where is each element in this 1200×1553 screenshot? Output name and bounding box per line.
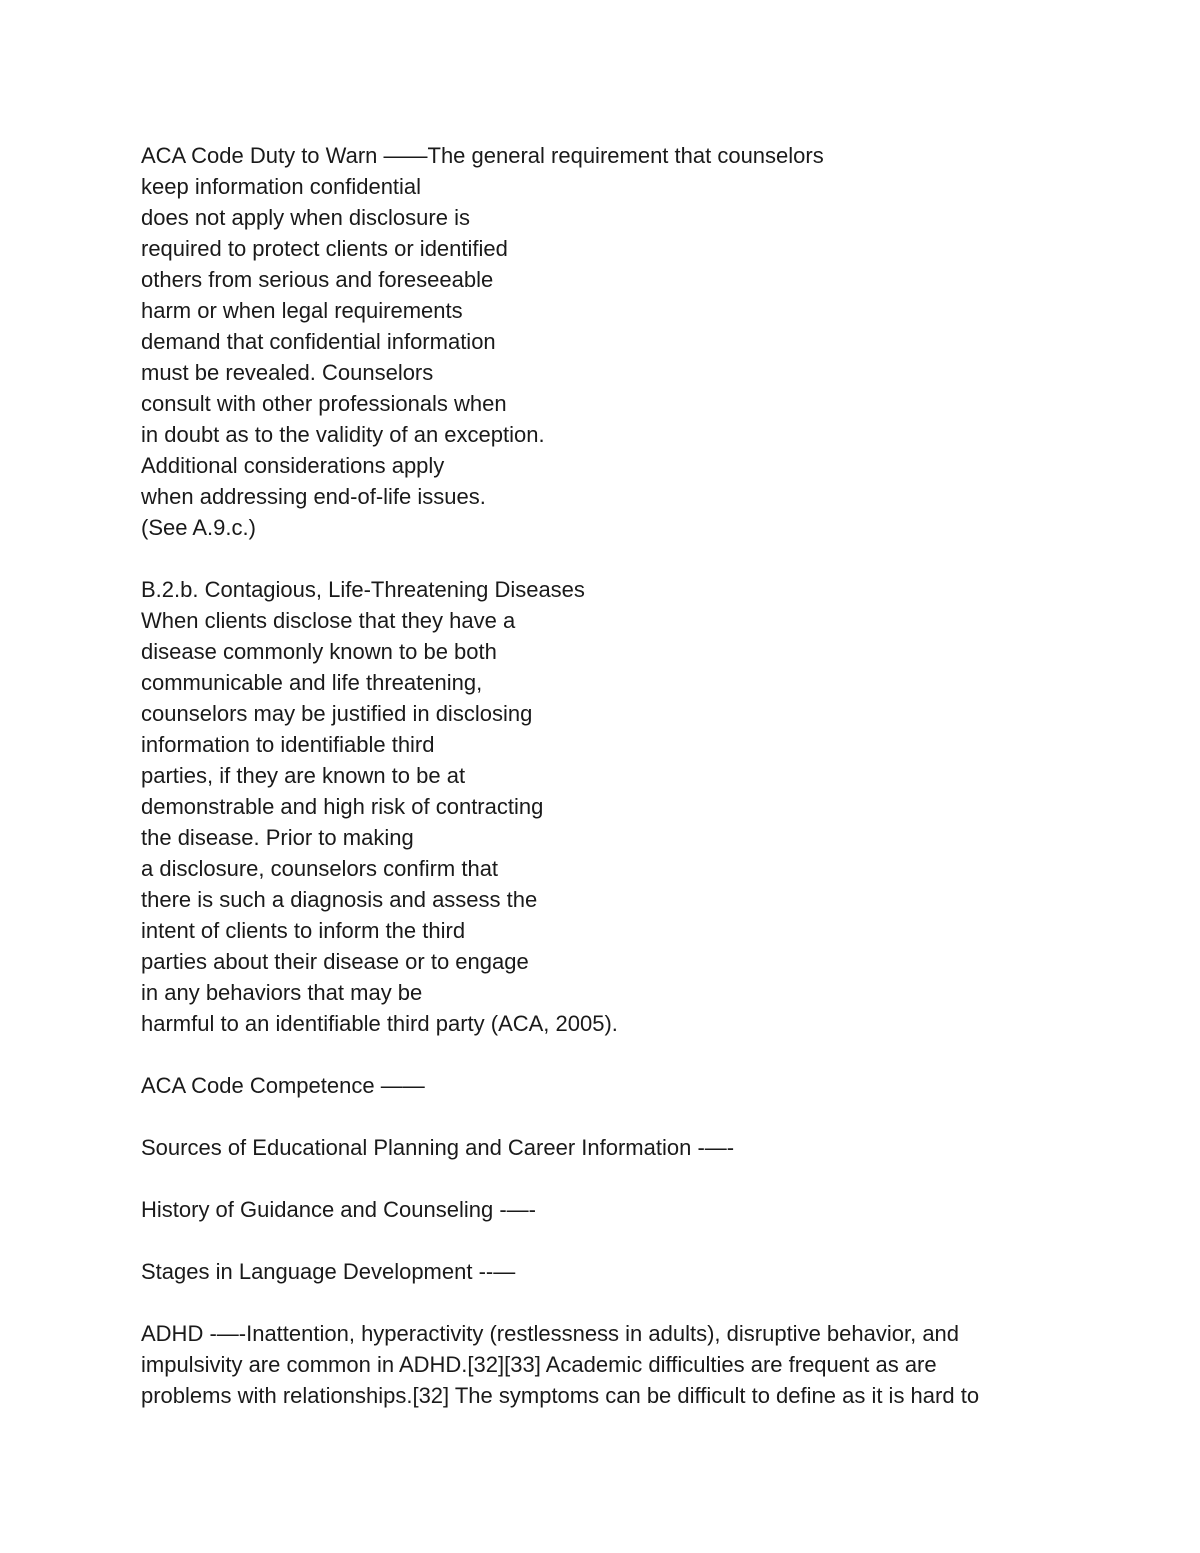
paragraph-spacer (141, 1287, 1141, 1318)
text-line: harmful to an identifiable third party (ACA, 2005). (141, 1011, 618, 1036)
contagious-diseases-paragraph (141, 574, 1141, 1039)
text-line: problems with relationships.[32] The symptoms can be difficult to define as it is hard to (141, 1383, 980, 1408)
text-line: demand that confidential information (141, 329, 496, 354)
text-line: in doubt as to the validity of an exception. (141, 422, 545, 447)
text-line: When clients disclose that they have a (141, 608, 516, 633)
text-line: ACA Code Duty to Warn ——The general requirement that counselors (141, 143, 824, 168)
paragraph-spacer (141, 1163, 1141, 1194)
text-line: Additional considerations apply (141, 453, 445, 478)
text-line: there is such a diagnosis and assess the (141, 887, 538, 912)
adhd-paragraph (141, 1318, 1141, 1411)
text-line: intent of clients to inform the third (141, 918, 466, 943)
text-line: required to protect clients or identified (141, 236, 508, 261)
paragraph-spacer (141, 1101, 1141, 1132)
text-line: keep information confidential (141, 174, 422, 199)
text-line: ADHD -—-Inattention, hyperactivity (restlessness in adults), disruptive behavior, and (141, 1321, 960, 1346)
text-line: information to identifiable third (141, 732, 435, 757)
language-heading: Stages in Language Development --— (141, 1259, 516, 1284)
text-line: counselors may be justified in disclosing (141, 701, 533, 726)
text-line: must be revealed. Counselors (141, 360, 434, 385)
text-line: harm or when legal requirements (141, 298, 463, 323)
duty-to-warn-paragraph (141, 140, 1141, 543)
sources-heading: Sources of Educational Planning and Career Information -—- (141, 1135, 735, 1160)
text-line: impulsivity are common in ADHD.[32][33] Academic difficulties are frequent as are (141, 1352, 937, 1377)
competence-heading: ACA Code Competence —— (141, 1073, 425, 1098)
paragraph-spacer (141, 1225, 1141, 1256)
history-heading: History of Guidance and Counseling -—- (141, 1197, 536, 1222)
text-line: a disclosure, counselors confirm that (141, 856, 499, 881)
text-line: when addressing end-of-life issues. (141, 484, 486, 509)
text-line: in any behaviors that may be (141, 980, 423, 1005)
text-line: communicable and life threatening, (141, 670, 483, 695)
text-line: disease commonly known to be both (141, 639, 497, 664)
document-body (141, 140, 1141, 1411)
paragraph-spacer (141, 1039, 1141, 1070)
text-line: parties, if they are known to be at (141, 763, 466, 788)
text-line: others from serious and foreseeable (141, 267, 494, 292)
text-line: demonstrable and high risk of contracting (141, 794, 544, 819)
text-line: consult with other professionals when (141, 391, 507, 416)
text-line: parties about their disease or to engage (141, 949, 529, 974)
paragraph-spacer (141, 543, 1141, 574)
text-line: does not apply when disclosure is (141, 205, 470, 230)
text-line: the disease. Prior to making (141, 825, 414, 850)
text-line: (See A.9.c.) (141, 515, 256, 540)
text-line: B.2.b. Contagious, Life-Threatening Diseases (141, 577, 585, 602)
